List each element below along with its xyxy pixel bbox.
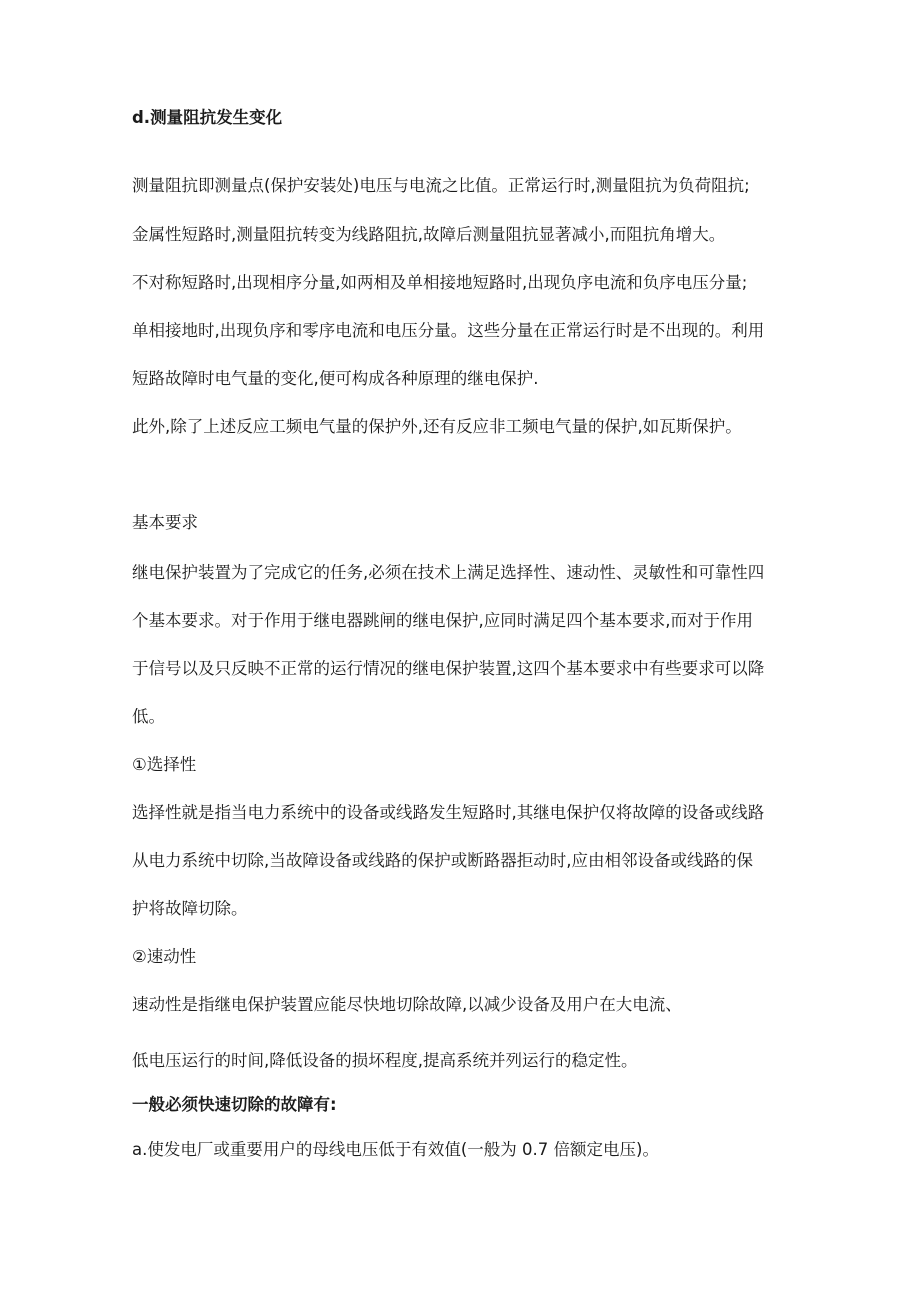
paragraph-line: 速动性是指继电保护装置应能尽快地切除故障,以减少设备及用户在大电流、: [132, 995, 682, 1014]
paragraph-line: 继电保护装置为了完成它的任务,必须在技术上满足选择性、速动性、灵敏性和可靠性四: [132, 563, 765, 582]
paragraph-line: 不对称短路时,出现相序分量,如两相及单相接地短路时,出现负序电流和负序电压分量;: [132, 273, 748, 292]
fast-clear-heading: 一般必须快速切除的故障有:: [132, 1095, 337, 1114]
selectivity-heading: ①选择性: [132, 755, 197, 774]
paragraph-line: 个基本要求。对于作用于继电器跳闸的继电保护,应同时满足四个基本要求,而对于作用: [132, 611, 753, 630]
paragraph-line: a.使发电厂或重要用户的母线电压低于有效值(一般为 0.7 倍额定电压)。: [132, 1140, 659, 1159]
speed-heading: ②速动性: [132, 947, 197, 966]
paragraph-line: 低电压运行的时间,降低设备的损坏程度,提高系统并列运行的稳定性。: [132, 1051, 638, 1070]
paragraph-line: 此外,除了上述反应工频电气量的保护外,还有反应非工频电气量的保护,如瓦斯保护。: [132, 417, 742, 436]
paragraph-line: 低。: [132, 707, 165, 726]
section-d-heading: d.测量阻抗发生变化: [132, 108, 283, 127]
paragraph-line: 选择性就是指当电力系统中的设备或线路发生短路时,其继电保护仅将故障的设备或线路: [132, 803, 765, 822]
paragraph-line: 从电力系统中切除,当故障设备或线路的保护或断路器拒动时,应由相邻设备或线路的保: [132, 851, 753, 870]
paragraph-line: 测量阻抗即测量点(保护安装处)电压与电流之比值。正常运行时,测量阻抗为负荷阻抗;: [132, 176, 750, 195]
paragraph-line: 金属性短路时,测量阻抗转变为线路阻抗,故障后测量阻抗显著减小,而阻抗角增大。: [132, 225, 726, 244]
paragraph-line: 单相接地时,出现负序和零序电流和电压分量。这些分量在正常运行时是不出现的。利用: [132, 321, 765, 340]
paragraph-line: 于信号以及只反映不正常的运行情况的继电保护装置,这四个基本要求中有些要求可以降: [132, 659, 765, 678]
paragraph-line: 护将故障切除。: [132, 899, 248, 918]
paragraph-line: 短路故障时电气量的变化,便可构成各种原理的继电保护.: [132, 369, 539, 388]
basic-requirements-heading: 基本要求: [132, 513, 198, 532]
